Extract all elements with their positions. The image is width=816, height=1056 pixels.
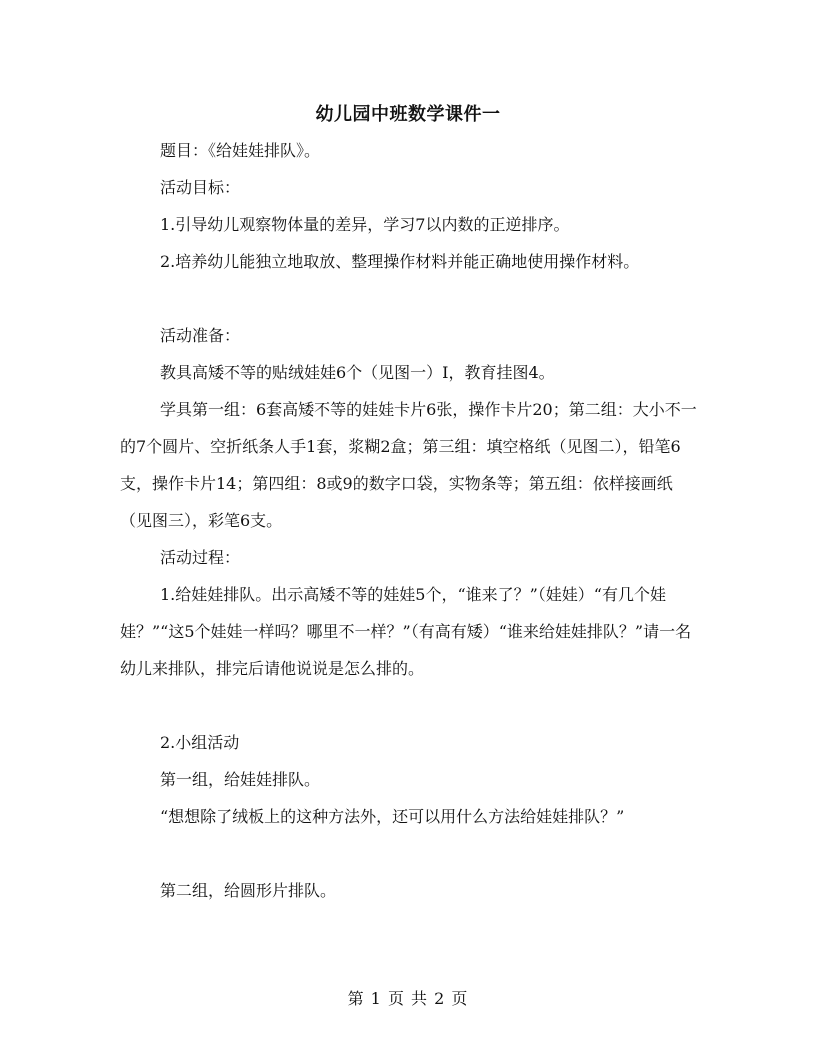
paragraph-goal-2: 2.培养幼儿能独立地取放、整理操作材料并能正确地使用操作材料。 [160,252,640,271]
document-title: 幼儿园中班数学课件一 [315,104,501,125]
page-footer: 第 1 页 共 2 页 [347,989,469,1008]
paragraph-group-1-question: “想想除了绒板上的这种方法外，还可以用什么方法给娃娃排队？” [160,807,625,826]
paragraph-group-2: 第二组，给圆形片排队。 [160,881,337,900]
paragraph-prep-heading: 活动准备： [160,326,241,345]
paragraph-goals-heading: 活动目标： [160,178,241,197]
paragraph-step-2: 2.小组活动 [160,733,240,752]
paragraph-learning-aids: 学具第一组：6套高矮不等的娃娃卡片6张，操作卡片20；第二组：大小不一的7个圆片、空折纸条人手1套，浆糊2盒；第三组：填空格纸（见图二），铅笔6支，操作卡片14；第四组：8或9的数字口袋，实物条等；第五组：依样接画纸（见图三），彩笔6支。 [120,400,697,530]
paragraph-group-1: 第一组，给娃娃排队。 [160,770,321,789]
paragraph-step-1: 1.给娃娃排队。出示高矮不等的娃娃5个，“谁来了？”（娃娃）“有几个娃娃？”“这5个娃娃一样吗？哪里不一样？”（有高有矮）“谁来给娃娃排队？”请一名幼儿来排队，排完后请他说说是怎么排的。 [120,585,692,678]
paragraph-goal-1: 1.引导幼儿观察物体量的差异，学习7以内数的正逆排序。 [160,215,570,234]
paragraph-teaching-aids: 教具高矮不等的贴绒娃娃6个（见图一）I，教育挂图4。 [160,363,555,382]
paragraph-topic: 题目：《给娃娃排队》。 [160,141,321,160]
paragraph-process-heading: 活动过程： [160,548,241,567]
